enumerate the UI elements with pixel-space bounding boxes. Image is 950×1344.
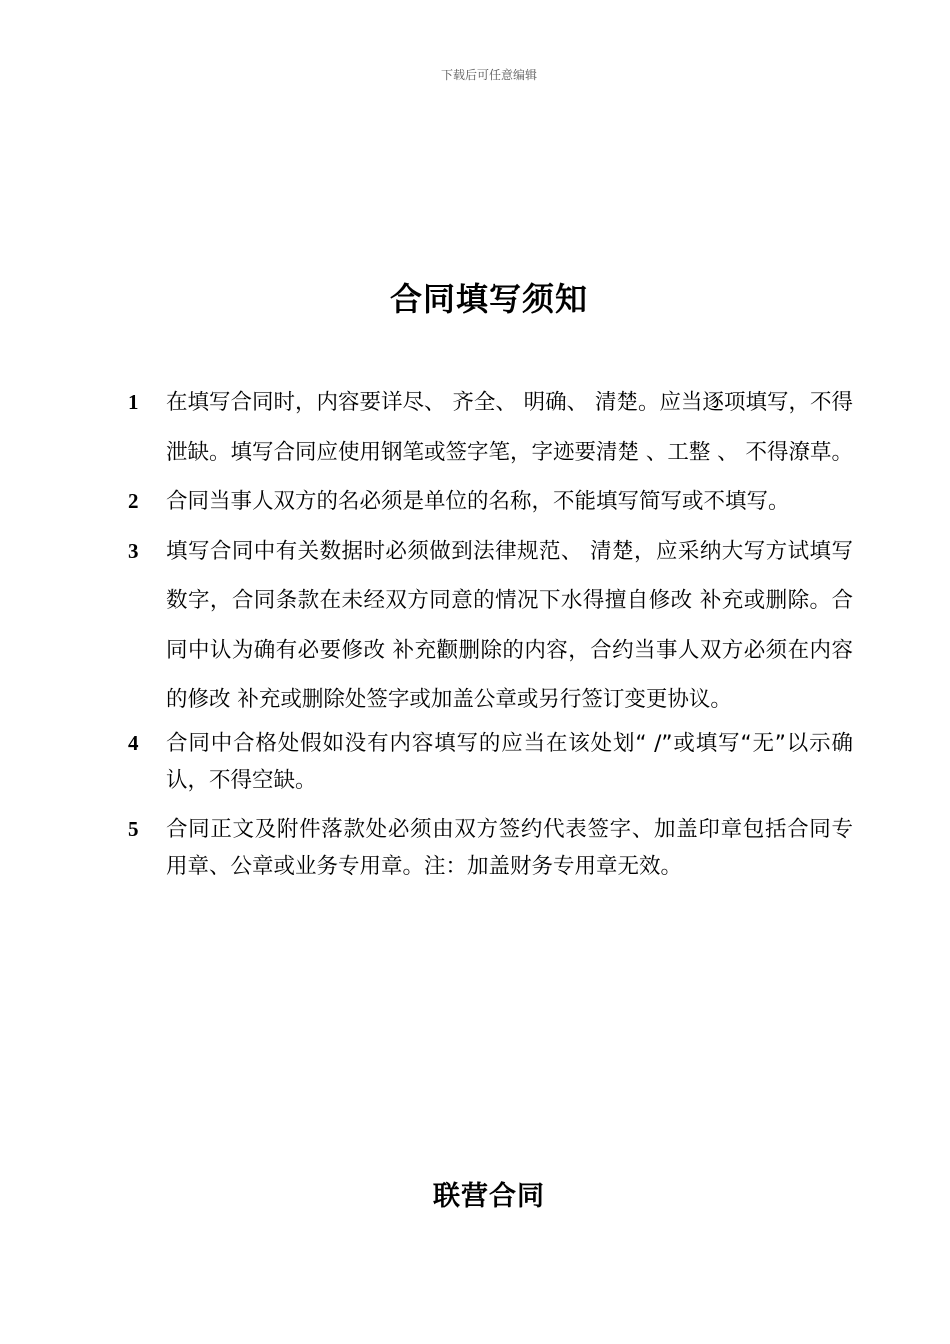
notice-item-text: 合同当事人双方的名必须是单位的名称，不能填写简写或不填写。 <box>166 489 790 514</box>
notice-item-number: 2 <box>128 489 139 513</box>
notice-item-number: 3 <box>128 538 139 563</box>
notice-item-number: 1 <box>128 390 139 414</box>
page-title: 合同填写须知 <box>389 280 588 318</box>
notice-item-number: 4 <box>128 730 139 755</box>
notice-item-2 <box>128 477 853 527</box>
notice-item-5 <box>128 811 853 885</box>
notice-item-4 <box>128 725 853 799</box>
notice-item-text: 在填写合同时，内容要详尽、 齐全、 明确、 清楚。应当逐项填写，不得泄缺。填写合同应使用钢笔或签字笔，字迹要清楚 、工整 、 不得潦草。 <box>166 390 854 465</box>
notice-item-3 <box>128 527 853 725</box>
notice-item-text: 合同正文及附件落款处必须由双方签约代表签字、加盖印章包括合同专用章、公章或业务专用章。注：加盖财务专用章无效。 <box>166 816 853 879</box>
notice-item-number: 5 <box>128 816 139 841</box>
notice-item-text: 填写合同中有关数据时必须做到法律规范、 清楚，应采纳大写方试填写数字，合同条款在未经双方同意的情况下水得擅自修改 补充或删除。合同中认为确有必要修改 补充颧删除的内容，合约当事人双方必须在内容的修改 补充或删除处签字或加盖公章或另行签订变更协议。 <box>166 538 853 712</box>
next-section-title: 联营合同 <box>433 1181 545 1212</box>
notice-list <box>128 378 853 885</box>
notice-item-1 <box>128 378 853 477</box>
header-note: 下载后可任意编辑 <box>440 68 537 82</box>
notice-item-text: 合同中合格处假如没有内容填写的应当在该处划“ /”或填写“无”以示确认，不得空缺。 <box>166 730 853 793</box>
